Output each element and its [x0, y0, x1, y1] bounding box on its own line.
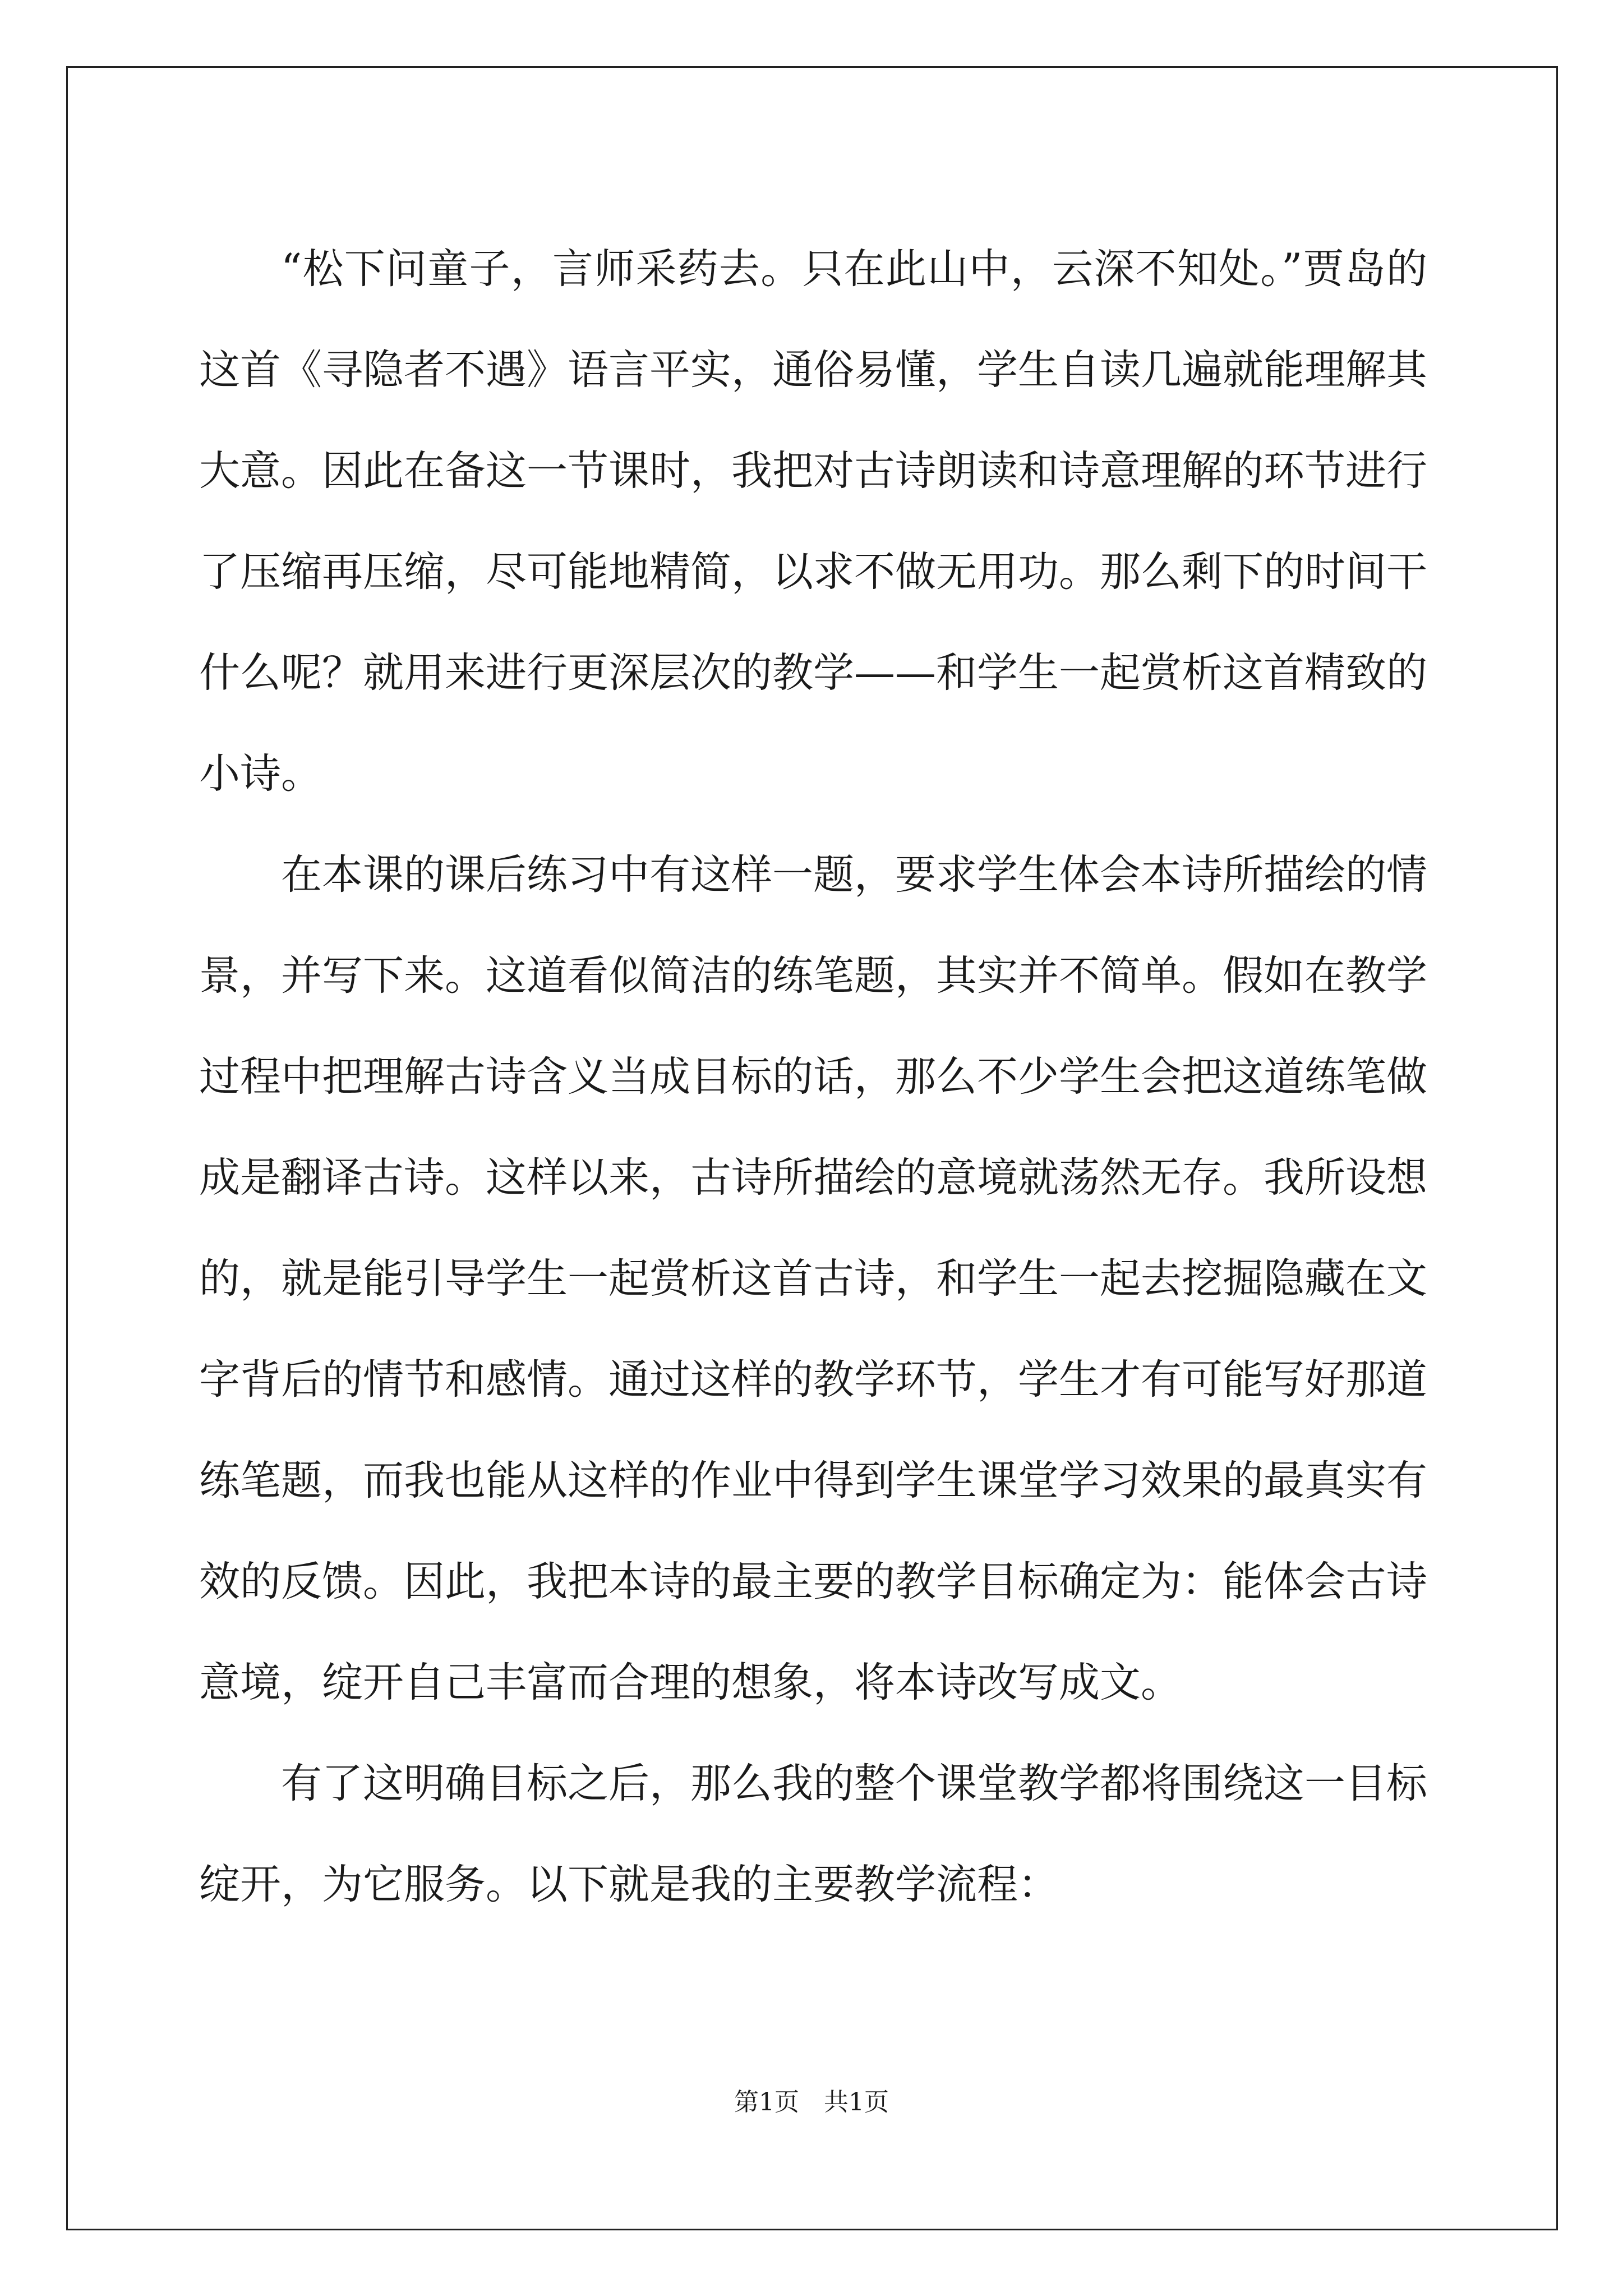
paragraph-3: 有了这明确目标之后，那么我的整个课堂教学都将围绕这一目标绽开，为它服务。以下就是我的主要教学流程： — [199, 1760, 1427, 1908]
paragraph-2: 在本课的课后练习中有这样一题，要求学生体会本诗所描绘的情景，并写下来。这道看似简洁的练笔题，其实并不简单。假如在教学过程中把理解古诗含义当成目标的话，那么不少学生会把这道练笔做成是翻译古诗。这样以来，古诗所描绘的意境就荡然无存。我所设想的，就是能引导学生一起赏析这首古诗，和学生一起去挖掘隐藏在文字背后的情节和感情。通过这样的教学环节，学生才有可能写好那道练笔题，而我也能从这样的作业中得到学生课堂学习效果的最真实有效的反馈。因此，我把本诗的最主要的教学目标确定为：能体会古诗意境，绽开自己丰富而合理的想象，将本诗改写成文。 — [199, 851, 1427, 1706]
paragraph-1: “松下问童子，言师采药去。只在此山中，云深不知处。”贾岛的这首《寻隐者不遇》语言平实，通俗易懂，学生自读几遍就能理解其大意。因此在备这一节课时，我把对古诗朗读和诗意理解的环节进行了压缩再压缩，尽可能地精简，以求不做无用功。那么剩下的时间干什么呢？就用来进行更深层次的教学——和学生一起赏析这首精致的小诗。 — [199, 245, 1427, 798]
document-body — [199, 219, 1427, 1935]
page-number-footer: 第1页 共1页 — [734, 2088, 889, 2116]
